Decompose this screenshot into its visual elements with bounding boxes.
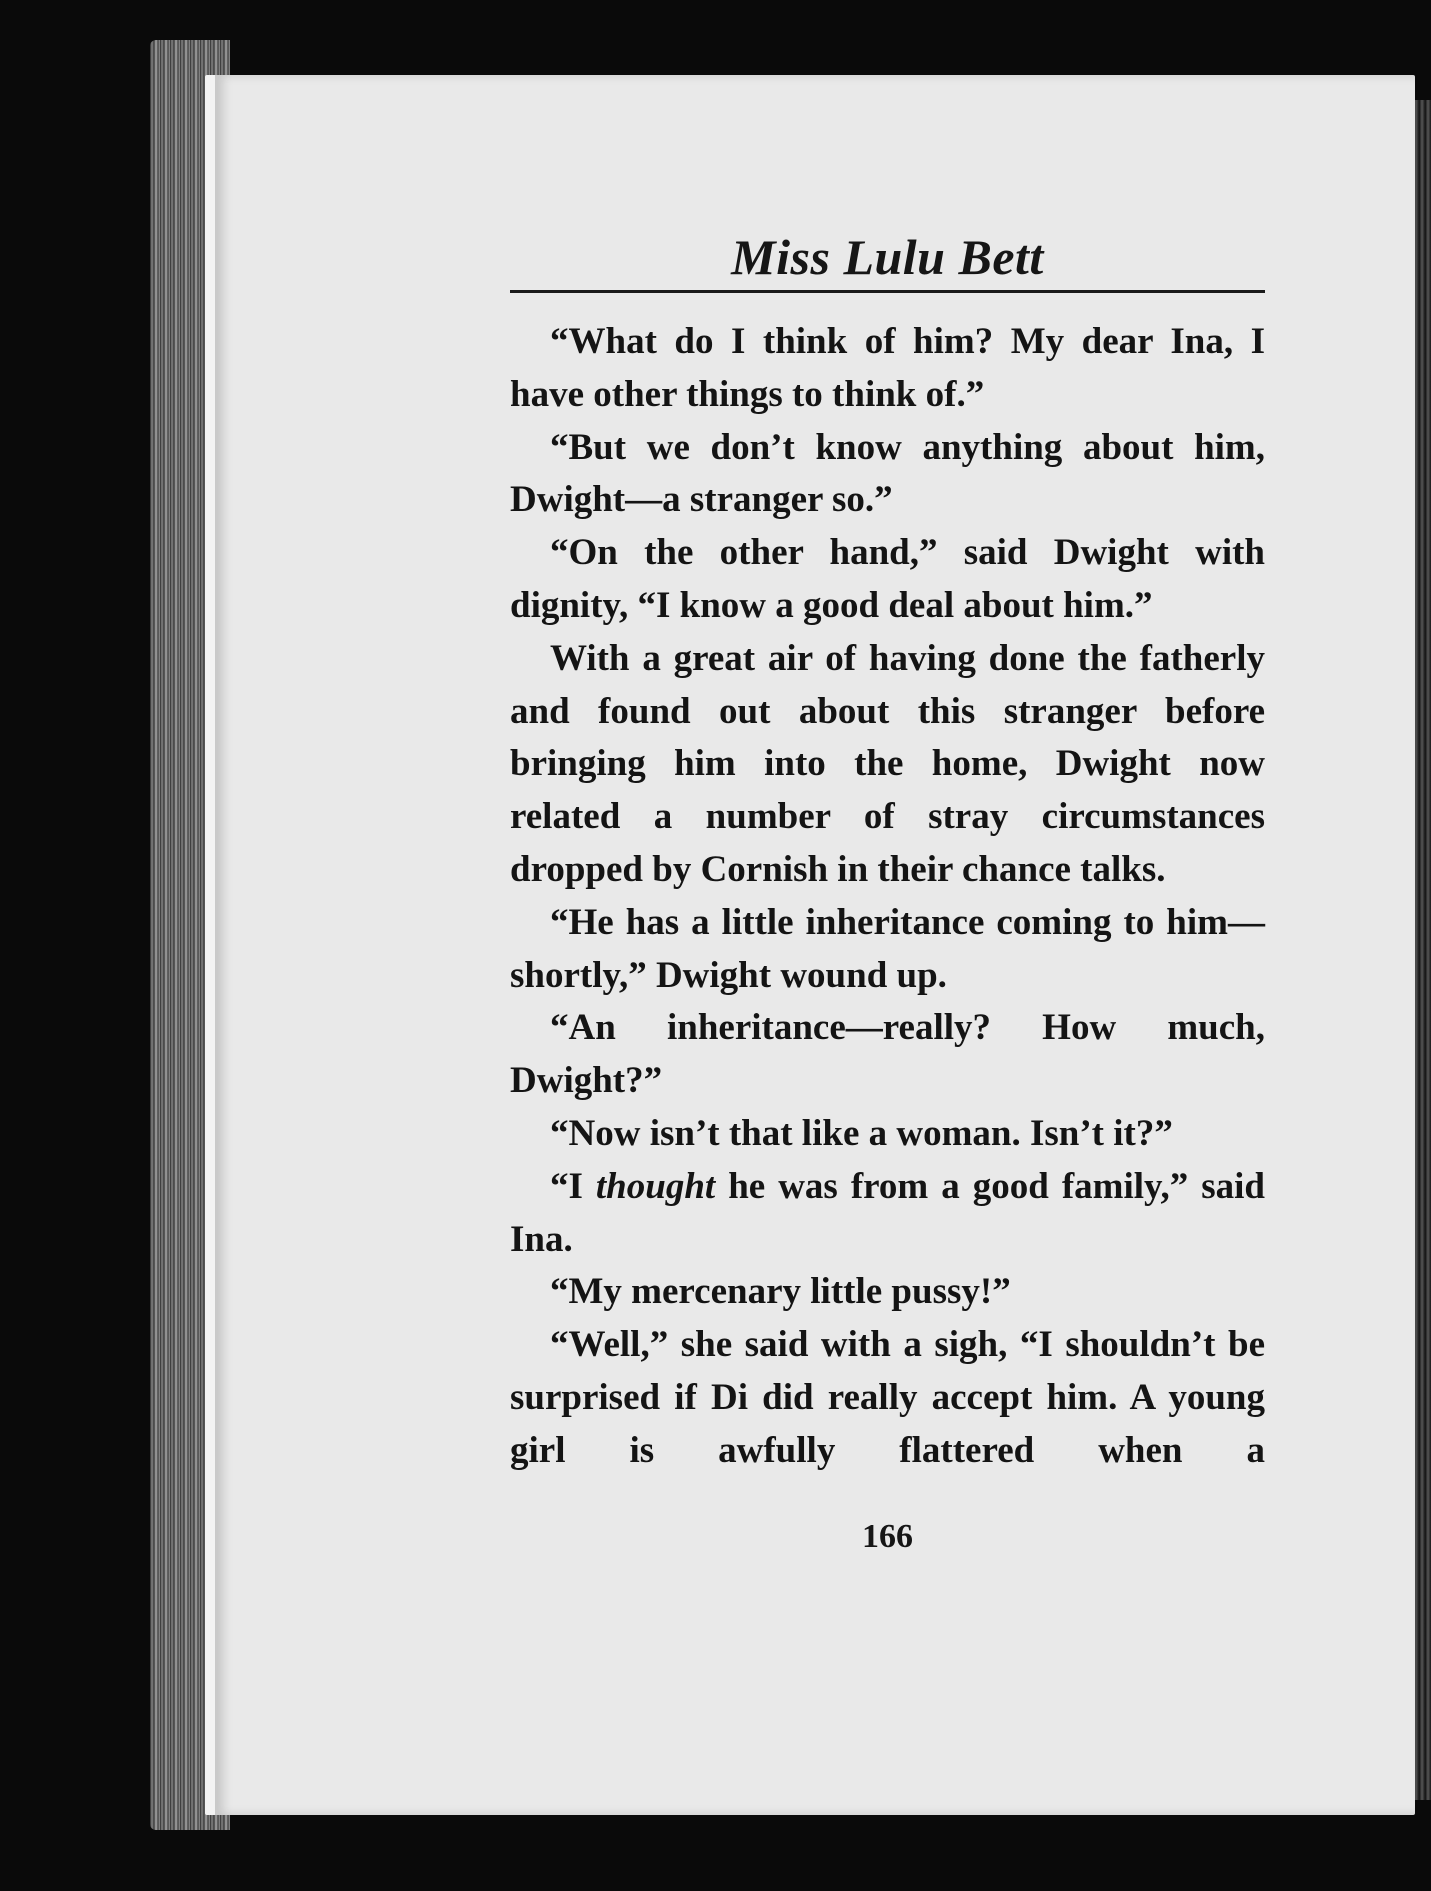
header-rule (510, 290, 1265, 293)
page-number: 166 (862, 1518, 913, 1555)
paragraph: “Now isn’t that like a woman. Isn’t it?” (550, 1112, 1173, 1154)
paragraph: “He has a little inheritance coming to him—shortly,” Dwight wound up. (510, 901, 1265, 996)
paragraph: “What do I think of him? My dear Ina, I have other things to think of.” (510, 321, 1265, 415)
body-text (510, 316, 1265, 1478)
paragraph: “My mercenary little pussy!” (550, 1271, 1011, 1313)
paragraph: With a great air of having done the fatherly and found out about this stranger before bringing him into the home, Dwight now related a number of stray circumstances dropped by Cornish in their chance talks. (510, 637, 1265, 890)
running-title: Miss Lulu Bett (731, 229, 1044, 285)
paragraph: “An inheritance—really? How much, Dwight?” (510, 1007, 1265, 1102)
paragraph: “On the other hand,” said Dwight with dignity, “I know a good deal about him.” (510, 532, 1265, 626)
paragraph-text: “I (550, 1165, 596, 1207)
paragraph: “Well,” she said with a sigh, “I shouldn’t be surprised if Di did really accept him. A young girl is awfully flattered when a (510, 1324, 1265, 1471)
paragraph: “But we don’t know anything about him, Dwight—a stranger so.” (510, 426, 1265, 521)
emphasized-word: thought (595, 1165, 716, 1207)
paragraph (510, 1161, 1265, 1267)
paragraph-text: he was from a good family,” said Ina. (510, 1165, 1265, 1260)
